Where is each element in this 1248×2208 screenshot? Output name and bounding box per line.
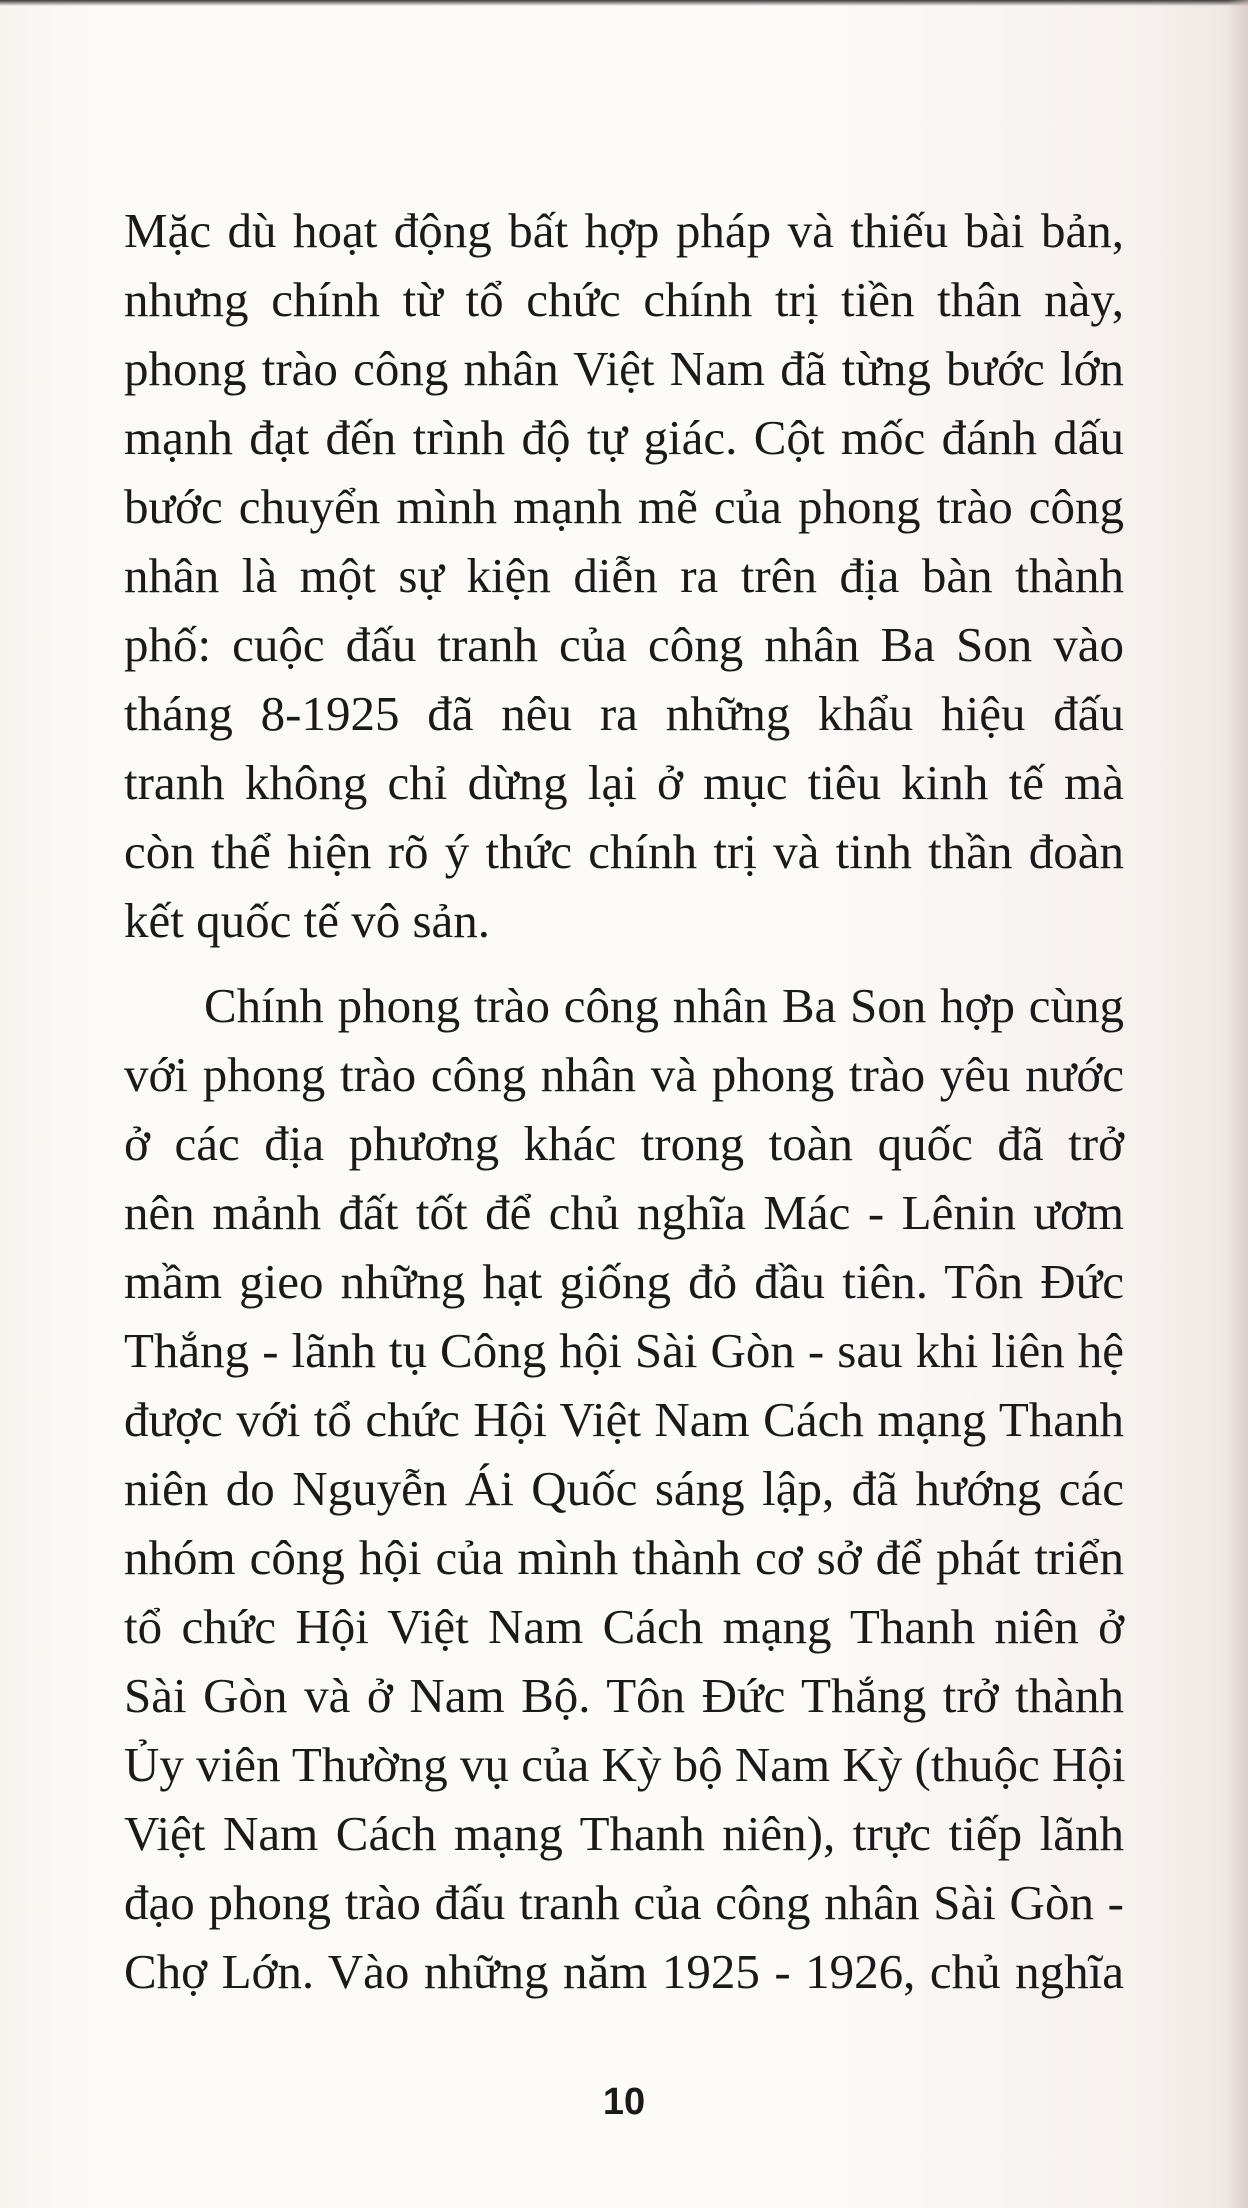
page-top-edge [0, 0, 1248, 6]
paragraph-2 [124, 971, 1124, 2006]
text-line: nên mảnh đất tốt để chủ nghĩa Mác - Lênin ươm [124, 1185, 1124, 1240]
text-line: Thắng - lãnh tụ Công hội Sài Gòn - sau khi liên hệ [124, 1323, 1124, 1378]
text-line: tổ chức Hội Việt Nam Cách mạng Thanh niên ở [124, 1599, 1124, 1654]
text-line: Chính phong trào công nhân Ba Son hợp cùng [204, 978, 1124, 1033]
text-line: Mặc dù hoạt động bất hợp pháp và thiếu bài bản, [124, 203, 1124, 258]
text-line: Việt Nam Cách mạng Thanh niên), trực tiếp lãnh [124, 1806, 1124, 1861]
page-right-edge [1226, 0, 1248, 2208]
text-line: phố: cuộc đấu tranh của công nhân Ba Son vào [124, 617, 1124, 672]
text-line: tranh không chỉ dừng lại ở mục tiêu kinh tế mà [124, 755, 1124, 810]
text-line: với phong trào công nhân và phong trào yêu nước [124, 1047, 1124, 1102]
text-line: nhưng chính từ tổ chức chính trị tiền thân này, [124, 272, 1124, 327]
page-number: 10 [602, 2081, 646, 2123]
paragraph-1 [124, 196, 1124, 955]
text-line: Chợ Lớn. Vào những năm 1925 - 1926, chủ nghĩa [124, 1944, 1124, 1999]
text-line: còn thể hiện rõ ý thức chính trị và tinh thần đoàn [124, 824, 1124, 879]
text-line: Sài Gòn và ở Nam Bộ. Tôn Đức Thắng trở thành [124, 1668, 1124, 1723]
text-line: ở các địa phương khác trong toàn quốc đã trở [124, 1116, 1124, 1171]
text-line: nhân là một sự kiện diễn ra trên địa bàn thành [124, 548, 1124, 603]
body-text [124, 196, 1124, 2006]
text-line: niên do Nguyễn Ái Quốc sáng lập, đã hướng các [124, 1461, 1124, 1516]
text-line: nhóm công hội của mình thành cơ sở để phát triển [124, 1530, 1124, 1585]
text-line: mầm gieo những hạt giống đỏ đầu tiên. Tôn Đức [124, 1254, 1124, 1309]
text-line: bước chuyển mình mạnh mẽ của phong trào công [124, 479, 1124, 534]
text-line: mạnh đạt đến trình độ tự giác. Cột mốc đánh dấu [124, 410, 1124, 465]
text-line: tháng 8-1925 đã nêu ra những khẩu hiệu đấu [124, 686, 1124, 741]
text-line: Ủy viên Thường vụ của Kỳ bộ Nam Kỳ (thuộc Hội [124, 1737, 1126, 1792]
text-line: kết quốc tế vô sản. [124, 893, 491, 948]
text-line: được với tổ chức Hội Việt Nam Cách mạng Thanh [124, 1392, 1124, 1447]
text-line: phong trào công nhân Việt Nam đã từng bước lớn [124, 341, 1124, 396]
text-line: đạo phong trào đấu tranh của công nhân Sài Gòn - [124, 1875, 1124, 1930]
